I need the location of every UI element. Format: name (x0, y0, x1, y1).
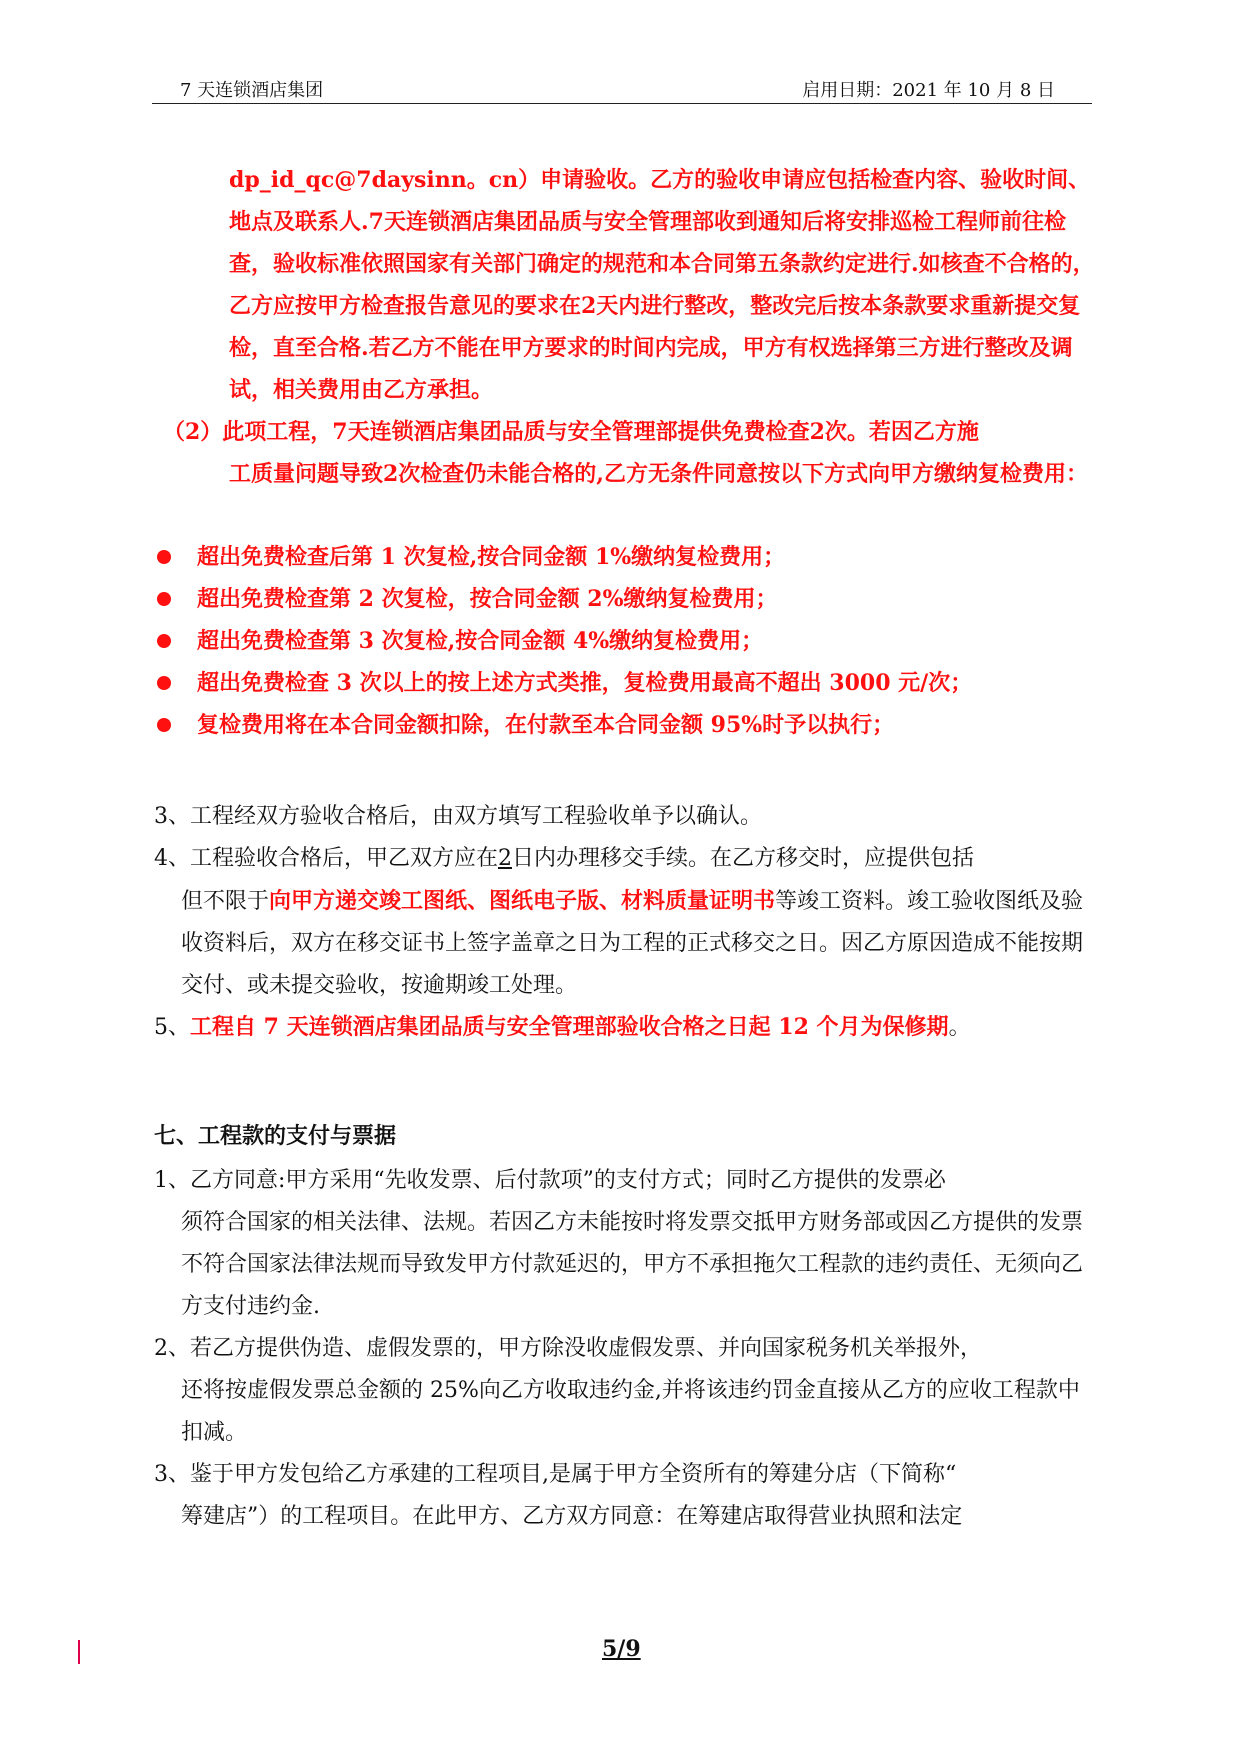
bullet-dot-icon (157, 550, 171, 564)
section-7-para-1: 1、乙方同意:甲方采用“先收发票、后付款项”的支付方式；同时乙方提供的发票必 须符合国家的相关法律、法规。若因乙方未能按时将发票交抵甲方财务部或因乙方提供的发票不符合国家法律法规而导致发甲方付款延迟的，甲方不承担拖欠工程款的违约责任、无须向乙方支付违约金. (154, 1168, 1084, 1319)
header-rule (152, 103, 1092, 104)
bullet-item: 超出免费检查第 2 次复检，按合同金额 2%缴纳复检费用； (155, 578, 1085, 620)
warranty-period: 工程自 7 天连锁酒店集团品质与安全管理部验收合格之日起 12 个月为保修期 (190, 1014, 949, 1040)
handover-days: 2 (498, 846, 512, 871)
item-4: 4、工程验收合格后，甲乙双方应在2日内办理移交手续。在乙方移交时，应提供包括 但不限于向甲方递交竣工图纸、图纸电子版、材料质量证明书等竣工资料。竣工验收图纸及验收资料后，双方在移交证书上签字盖章之日为工程的正式移交之日。因乙方原因造成不能按期交付、或未提交验收，按逾期竣工处理。 (154, 846, 1084, 998)
section-7-heading: 七、工程款的支付与票据 (154, 1123, 397, 1149)
bullet-item: 超出免费检查后第 1 次复检,按合同金额 1%缴纳复检费用； (155, 536, 1085, 578)
item-5: 5、工程自 7 天连锁酒店集团品质与安全管理部验收合格之日起 12 个月为保修期。 (154, 1014, 971, 1040)
bullet-item: 超出免费检查 3 次以上的按上述方式类推，复检费用最高不超出 3000 元/次； (155, 662, 1085, 704)
bullet-dot-icon (157, 718, 171, 732)
fee-bullet-list (155, 536, 1085, 746)
bullet-dot-icon (157, 634, 171, 648)
bullet-dot-icon (157, 592, 171, 606)
item-2-first: （2）此项工程，7天连锁酒店集团品质与安全管理部提供免费检查2次。若因乙方施 (163, 419, 979, 445)
margin-mark (78, 1640, 80, 1664)
item-2 (163, 411, 1098, 495)
item-2-rest: 工质量问题导致2次检查仍未能合格的,乙方无条件同意按以下方式向甲方缴纳复检费用： (229, 461, 1088, 487)
page-number: 5/9 (602, 1636, 641, 1662)
section-7-para-2: 2、若乙方提供伪造、虚假发票的，甲方除没收虚假发票、并向国家税务机关举报外， 还将按虚假发票总金额的 25%向乙方收取违约金,并将该违约罚金直接从乙方的应收工程款中扣减。 (154, 1336, 1080, 1445)
bullet-item: 复检费用将在本合同金额扣除，在付款至本合同金额 95%时予以执行； (155, 704, 1085, 746)
section-7-para-3: 3、鉴于甲方发包给乙方承建的工程项目,是属于甲方全资所有的筹建分店（下简称“ 筹建店”）的工程项目。在此甲方、乙方双方同意：在筹建店取得营业执照和法定 (154, 1462, 963, 1529)
item-3: 3、工程经双方验收合格后，由双方填写工程验收单予以确认。 (154, 804, 762, 829)
bullet-item: 超出免费检查第 3 次复检,按合同金额 4%缴纳复检费用； (155, 620, 1085, 662)
red-paragraph: dp_id_qc@7daysinn。cn）申请验收。乙方的验收申请应包括检查内容、验收时间、地点及联系人.7天连锁酒店集团品质与安全管理部收到通知后将安排巡检工程师前往检查，验收标准依照国家有关部门确定的规范和本合同第五条款约定进行.如核查不合格的，乙方应按甲方检查报告意见的要求在2天内进行整改，整改完后按本条款要求重新提交复检，直至合格.若乙方不能在甲方要求的时间内完成，甲方有权选择第三方进行整改及调试，相关费用由乙方承担。 (229, 167, 1095, 403)
bullet-dot-icon (157, 676, 171, 690)
header-company: 7 天连锁酒店集团 (180, 80, 324, 101)
header-date: 启用日期：2021 年 10 月 8 日 (802, 80, 1055, 101)
required-documents: 向甲方递交竣工图纸、图纸电子版、材料质量证明书 (269, 888, 776, 914)
